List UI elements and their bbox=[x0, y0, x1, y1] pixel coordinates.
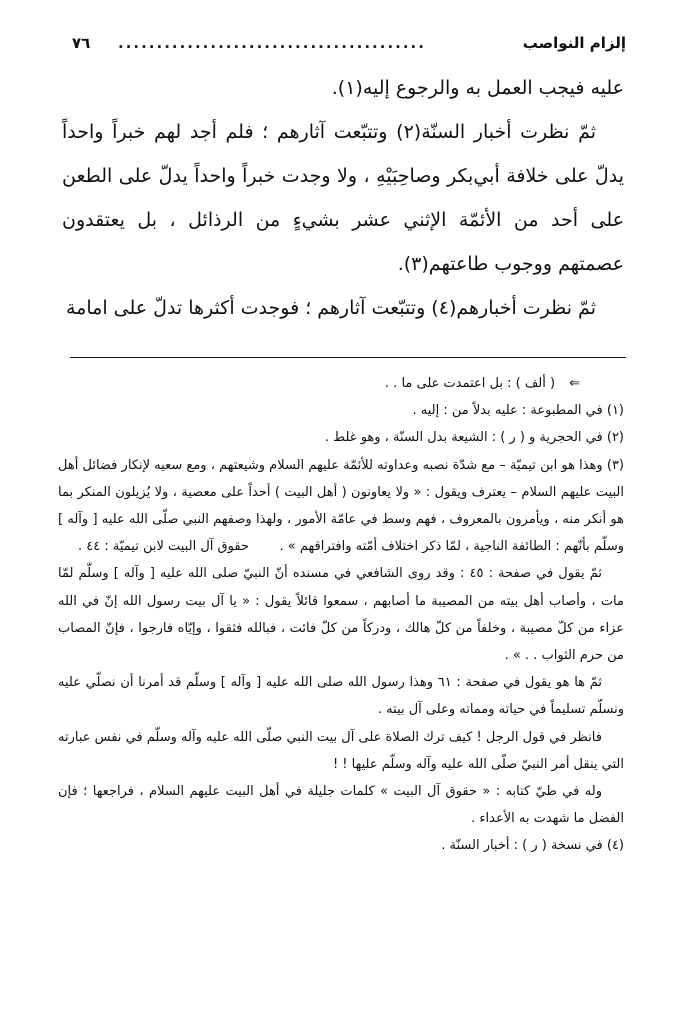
footnote-1: (١) في المطبوعة : عليه بدلاً من : إليه . bbox=[412, 403, 624, 419]
main-text bbox=[62, 66, 624, 330]
footnote-3-continued: ثمّ ها هو يقول في صفحة : ٦١ وهذا رسول الله صلى الله عليه [ وآله ] وسلّم قد أمرنا أن نصلّي عليه ونسلّم تسليماً في حياته ومماته وعلى آل بيته . bbox=[58, 675, 624, 718]
header-leader-dots: ........................................ bbox=[118, 34, 426, 52]
footnote-3-continued: ثمّ يقول في صفحة : ٤٥ : وقد روى الشافعي في مسنده أنّ النبيّ صلى الله عليه [ وآله ] وسلّم لمّا مات ، وأصاب أهل بيته من المصيبة ما أصابهم ، سمعوا قائلاً يقول : « يا آل بيت رسول الله إنّ في الله عزاء من كلّ مصيبة ، وخلفاً من كلّ هالك ، ودركاً من كلّ فائت ، فبالله فثقوا ، وإيّاه فارجوا ، فإنّ المصاب من حرم الثواب . . » . bbox=[58, 566, 624, 664]
footnote-alef bbox=[58, 370, 624, 397]
footnote-3-continued: فانظر في قول الرجل ! كيف ترك الصلاة على آل بيت النبي صلّى الله عليه وآله وسلّم في نفس عبارته التي ينقل أمر النبيّ صلّى الله عليه وآله وسلّم عليها ! ! bbox=[58, 729, 624, 772]
footnote-3-continued: وله في طيّ كتابه : « حقوق آل البيت » كلمات جليلة في أهل البيت عليهم السلام ، فراجعها ؛ فإن الفضل ما شهدت به الأعداء . bbox=[58, 784, 624, 827]
paragraph: ثمّ نظرت أخبار السنّة(٢) وتتبّعت آثارهم ؛ فلم أجد لهم خبراً واحداً يدلّ على خلافة أبي‌بكر وصاحِبَيْهِ ، ولا وجدت خبراً واحداً يدلّ على الطعن على أحد من الأئمّة الإثني عشر بشيءٍ من الرذائل ، بل يعتقدون عصمتهم ووجوب طاعتهم(٣). bbox=[62, 121, 624, 275]
page-number: ٧٦ bbox=[72, 34, 91, 52]
footnote-4: (٤) في نسخة ( ر ) : أخبار السنّة . bbox=[441, 838, 624, 854]
footnote-text: ( ألف ) : بل اعتمدت على ما . . bbox=[384, 376, 556, 391]
running-header bbox=[70, 30, 626, 60]
footnote-2: (٢) في الحجرية و ( ر ) : الشيعة بدل السنّة ، وهو غلط . bbox=[324, 430, 624, 446]
footnote-separator bbox=[70, 357, 626, 358]
footnote-3 bbox=[58, 452, 624, 561]
book-title: إلزام النواصب bbox=[522, 34, 626, 52]
paragraph: عليه فيجب العمل به والرجوع إليه(١). bbox=[331, 77, 624, 99]
source-reference: حقوق آل البيت لابن تيميّة : ٤٤ . bbox=[78, 539, 249, 555]
footnotes bbox=[58, 370, 624, 860]
arrow-icon: ⇐ bbox=[569, 376, 580, 391]
paragraph: ثمّ نظرت أخبارهم(٤) وتتبّعت آثارهم ؛ فوجدت أكثرها تدلّ على امامة bbox=[66, 297, 596, 319]
footnote-text: (٣) وهذا هو ابن تيميّة – مع شدّة نصبه وعداوته للأئمّة عليهم السلام وشيعتهم ، ومع سعيه لإنكار فضائل أهل البيت عليهم السلام – يعترف ويقول : « ولا يعاونون ( أهل البيت ) أحداً على معصية ، ولا يُزيلون المنكر بما هو أنكر منه ، ويأمرون بالمعروف ، فهم وسط في عامّة الأمور ، ولهذا وصفهم النبي صلّى الله عليه [ وآله ] وسلّم بأنّهم : الطائفة الناجية ، لمّا ذكر اختلاف أمّته وافتراقهم » . bbox=[58, 457, 624, 555]
